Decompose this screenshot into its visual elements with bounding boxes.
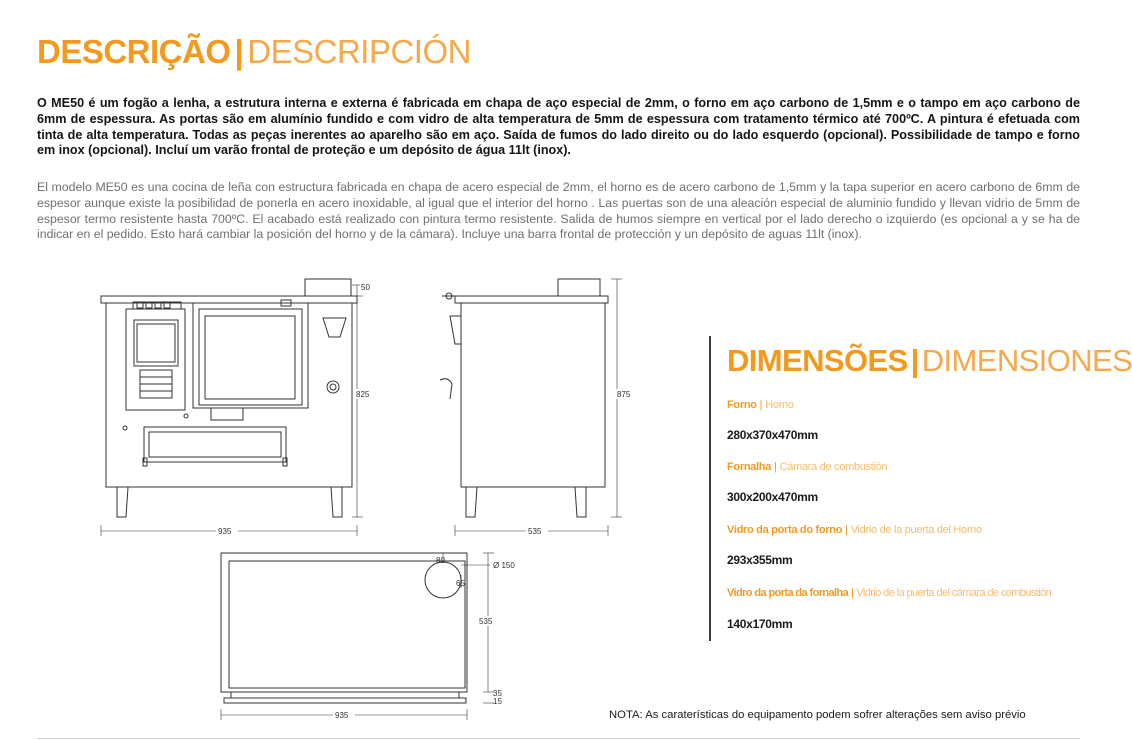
spec-value-fornalha: 300x200x470mm — [727, 490, 818, 504]
front-width-label: 935 — [218, 527, 232, 536]
title-pt: DESCRIÇÃO — [37, 33, 231, 70]
spec-label-es: Vidrio de la puerta del cámara de combustión — [856, 587, 1052, 599]
rail-b-label: 15 — [493, 697, 502, 706]
spec-separator: | — [845, 524, 848, 536]
dimensions-title-separator: | — [910, 343, 919, 378]
title-es: DESCRIPCIÓN — [247, 33, 471, 70]
spec-label-vidro-forno — [727, 524, 982, 536]
rail-a-label: 35 — [493, 689, 502, 698]
dimensions-title — [727, 343, 1132, 379]
spec-label-es: Horno — [765, 399, 794, 411]
dimensions-divider — [709, 336, 711, 641]
footer-note: NOTA: As caraterísticas do equipamento podem sofrer alterações sem aviso prévio — [609, 709, 1026, 721]
spec-value-vidro-forno: 293x355mm — [727, 553, 793, 567]
flue-offset-label: 65 — [456, 579, 465, 588]
top-view-drawing — [221, 553, 494, 720]
top-width-label: 935 — [335, 711, 349, 720]
description-es: El modelo ME50 es una cocina de leña con estructura fabricada en chapa de acero especial de 2mm, el horno es de acero carbono de 1,5mm y la tapa superior en acero carbono de 6mm de espesor aunque existe la posibilidad de ponerla en acero inoxidable, al igual que el interior del horno . Las puertas son de una aleación especial de aluminio fundido y llevan vidrio de 5mm de espesor termo resistente hasta 700ºC. El acabado está realizado con pintura termo resistente. Salida de humos siempre en vertical por el lado derecho o izquierdo (es opcional a y se ha de indicar en el pedido. Esto hará cambiar la posición del horno y de la cámara). Incluye una barra frontal de protección y un depósito de aguas 11lt (inox). — [37, 180, 1080, 242]
spec-label-es: Cámara de combustión — [779, 461, 888, 473]
spec-label-fornalha — [727, 461, 887, 473]
title-separator: | — [234, 33, 244, 70]
top-depth-label: 535 — [479, 617, 493, 626]
spec-label-pt: Forno — [727, 399, 757, 411]
spec-separator: | — [759, 399, 763, 411]
dimensions-title-pt: DIMENSÕES — [727, 343, 908, 378]
side-depth-label: 535 — [528, 527, 542, 536]
side-view-drawing — [440, 279, 622, 536]
spec-label-pt: Vidro da porta do forno — [727, 524, 843, 536]
spec-label-pt: Vidro da porta da fornalha — [727, 587, 849, 599]
front-top-offset-label: 50 — [361, 283, 370, 292]
front-view-drawing — [101, 279, 363, 536]
front-height-label: 825 — [356, 390, 370, 399]
spec-separator: | — [774, 461, 777, 473]
spec-label-vidro-fornalha — [727, 587, 1051, 599]
spec-value-vidro-fornalha: 140x170mm — [727, 617, 793, 631]
dimensions-title-es: DIMENSIONES — [921, 343, 1132, 378]
spec-value-forno: 280x370x470mm — [727, 428, 818, 442]
description-pt: O ME50 é um fogão a lenha, a estrutura interna e externa é fabricada em chapa de aço especial de 2mm, o forno em aço carbono de 1,5mm e o tampo em aço carbono de 6mm de espessura. As portas são em alumínio fundido e com vidro de alta temperatura de 5mm de espessura com tratamento térmico até 700ºC. A pintura é efetuada com tinta de alta temperatura. Todas as peças inerentes ao aparelho são em aço. Saída de fumos do lado direito ou do lado esquerdo (opcional). Possibilidade de tampo e forno em inox (opcional). Incluí um varão frontal de proteção e um depósito de água 11lt (inox). — [37, 96, 1080, 158]
top-offset-label: 80 — [436, 556, 445, 565]
spec-separator: | — [851, 587, 854, 599]
side-height-label: 875 — [617, 390, 631, 399]
spec-label-pt: Fornalha — [727, 461, 772, 473]
spec-label-es: Vidrio de la puerta del Horno — [850, 524, 982, 536]
bottom-divider — [37, 738, 1080, 739]
flue-diameter-label: Ø 150 — [493, 561, 515, 570]
spec-label-forno — [727, 399, 794, 411]
